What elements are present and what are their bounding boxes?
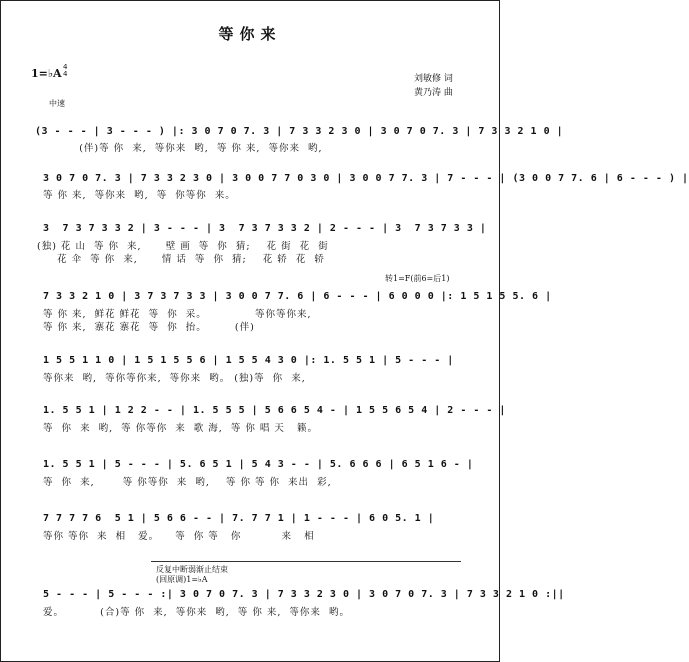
song-title: 等你来 — [218, 25, 282, 43]
key-signature: 1=♭A — [31, 67, 62, 80]
repeat-ending-note: 反复中断弱渐止结束 — [156, 565, 228, 574]
notation-line-2: 3 0 7 0 7. 3 | 7 3 3 2 3 0 | 3 0 0 7 7 0 3 0 | 3 0 0 7 7. 3 | 7 - - - | (3 0 0 7 7. 6 | 6 - - - ) | — [43, 173, 689, 184]
notation-line-1: (3 - - - | 3 - - - ) |: 3 0 7 0 7. 3 | 7 3 3 2 3 0 | 3 0 7 0 7. 3 | 7 3 3 2 1 0 | — [35, 126, 564, 137]
composer-credit: 黄乃涛 曲 — [414, 88, 453, 98]
lyrics-line-7: 等 你 来, 等 你等你 来 哟, 等 你 等 你 来出 彩, — [43, 477, 332, 488]
ending-bracket-line — [151, 561, 461, 562]
notation-line-4: 7 3 3 2 1 0 | 3 7 3 7 3 3 | 3 0 0 7 7. 6 | 6 - - - | 6 0 0 0 |: 1 5 1 5 5. 6 | — [43, 291, 552, 302]
lyrics-line-1: (伴)等 你 来, 等你来 哟, 等 你 来, 等你来 哟, — [35, 143, 323, 154]
notation-line-5: 1 5 5 1 1 0 | 1 5 1 5 5 6 | 1 5 5 4 3 0 |: 1. 5 5 1 | 5 - - - | — [43, 355, 454, 366]
time-bottom: 4 — [63, 70, 68, 78]
lyrics-line-6: 等 你 来 哟, 等 你等你 来 歌 海, 等 你 唱 天 籁。 — [43, 423, 318, 434]
lyricist-credit: 刘敏修 词 — [414, 74, 453, 84]
notation-line-6: 1. 5 5 1 | 1 2 2 - - | 1. 5 5 5 | 5 6 6 5 4 - | 1 5 5 6 5 4 | 2 - - - | — [43, 405, 506, 416]
lyrics-line-9: 爱。 (合)等 你 来, 等你来 哟, 等 你 来, 等你来 哟。 — [43, 607, 350, 618]
notation-line-3: 3 7 3 7 3 3 2 | 3 - - - | 3 7 3 7 3 3 2 | 2 - - - | 3 7 3 7 3 3 | — [43, 223, 487, 234]
lyrics-line-3a: (独) 花 山 等 你 来, 壁 画 等 你 猜; 花 街 花 街 — [37, 241, 329, 252]
lyrics-line-4b: 等 你 来, 寨花 寨花 等 你 抬。 (伴) — [43, 322, 255, 333]
notation-line-9: 5 - - - | 5 - - - :| 3 0 7 0 7. 3 | 7 3 3 2 3 0 | 3 0 7 0 7. 3 | 7 3 3 2 1 0 :|| — [43, 589, 565, 600]
lyrics-line-5: 等你来 哟, 等你等你来, 等你来 哟。 (独)等 你 来, — [43, 373, 306, 384]
lyrics-line-8: 等你 等你 来 相 爱。 等 你 等 你 来 相 — [43, 531, 315, 542]
time-signature — [63, 64, 67, 78]
lyrics-line-3b: 花 伞 等 你 来, 情 话 等 你 猜; 花 轿 花 轿 — [37, 254, 325, 265]
tempo-marking: 中速 — [49, 99, 65, 108]
return-key-marking: (回原调)1=♭A — [156, 575, 208, 584]
time-top: 4 — [63, 63, 68, 71]
notation-line-7: 1. 5 5 1 | 5 - - - | 5. 6 5 1 | 5 4 3 - - | 5. 6 6 6 | 6 5 1 6 - | — [43, 459, 474, 470]
modulation-marking: 转1=F(前6=后1) — [385, 274, 450, 283]
notation-line-8: 7 7 7 7 6 5 1 | 5 6 6 - - | 7. 7 7 1 | 1 - - - | 6 0 5. 1 | — [43, 513, 435, 524]
lyrics-line-4a: 等 你 来, 鲜花 鲜花 等 你 采。 等你等你来, — [43, 309, 312, 320]
lyrics-line-2: 等 你 来, 等你来 哟, 等 你等你 来。 — [43, 190, 236, 201]
